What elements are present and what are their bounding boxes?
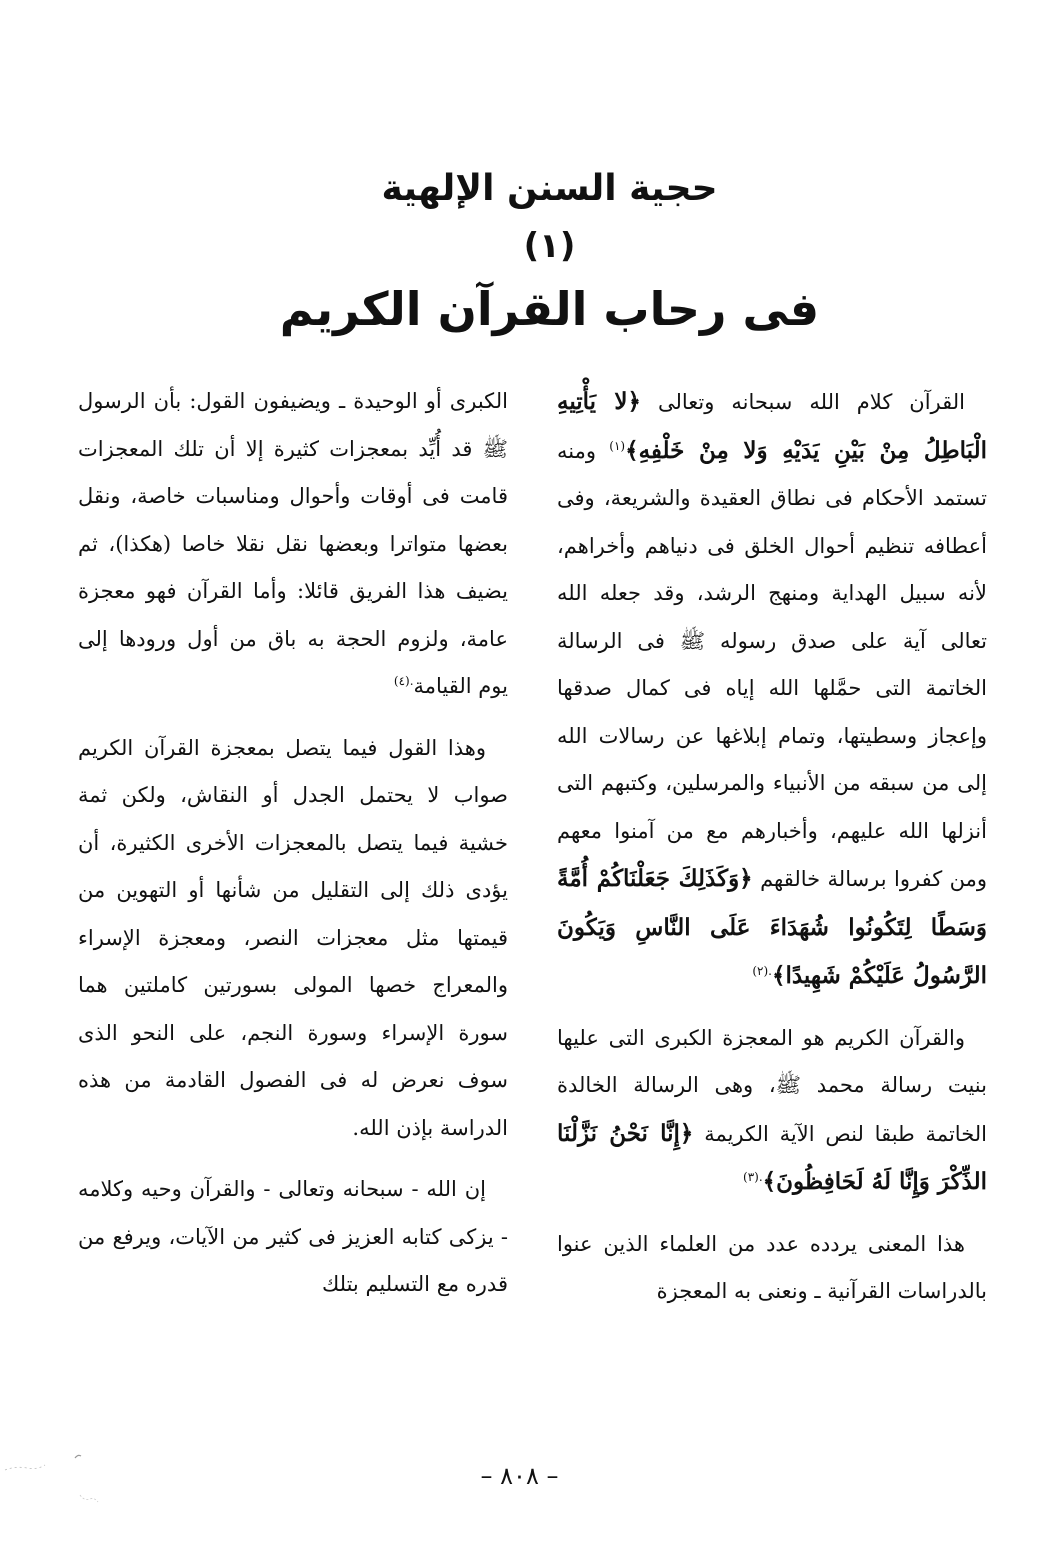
chapter-heading — [0, 160, 1039, 344]
left-text-column — [78, 378, 508, 1323]
paragraph-scholars: هذا المعنى يردده عدد من العلماء الذين عنوا بالدراسات القرآنية ـ ونعنى به المعجزة — [557, 1231, 987, 1303]
quran-verse: ﴿إِنَّا نَحْنُ نَزَّلْنَا الذِّكْرَ وَإِنَّا لَهُ لَحَافِظُونَ﴾ — [557, 1119, 987, 1195]
paragraph-quran-word — [557, 378, 987, 1001]
chapter-title: حجية السنن الإلهية — [381, 168, 718, 209]
paragraph-text: الكبرى أو الوحيدة ـ ويضيفون القول: بأن الرسول ﷺ قد أُيِّد بمعجزات كثيرة إلا أن تلك المعجزات قامت فى أوقات وأحوال ومناسبات خاصة، ونقل بعضها متواترا وبعضها نقل نقلا خاصا (هكذا)، ثم يضيف هذا الفريق قائلا: وأما القرآن فهو معجزة عامة، ولزوم الحجة به باق من أول ورودها إلى يوم القيامة — [78, 389, 508, 698]
scan-artifact-marks — [0, 1440, 110, 1520]
quran-verse: ﴿لا يَأْتِيهِ الْبَاطِلُ مِنْ بَيْنِ يَدَيْهِ وَلا مِنْ خَلْفِهِ﴾ — [557, 388, 987, 464]
paragraph-continuation — [78, 378, 508, 711]
footnote-marker: .(٤) — [393, 674, 414, 688]
paragraph-text: ومنه تستمد الأحكام فى نطاق العقيدة والشريعة، وفى أعطافه تنظيم أحوال الخلق فى دنياهم وأخراهم، لأنه سبيل الهداية ومنهج الرشد، وقد جعله الله تعالى آية على صدق رسوله ﷺ فى الرسالة الخاتمة التى حمَّلها الله إياه فى كمال صدقها وإعجاز وسطيتها، وتمام إبلاغها عن رسالات الله إلى من سبقه من الأنبياء والمرسلين، وكتبهم التى أنزلها الله عليهم، وأخبارهم مع من آمنوا معهم ومن كفروا برسالة خالقهم — [557, 438, 987, 891]
paragraph-god-praises-book: إن الله - سبحانه وتعالى - والقرآن وحيه وكلامه - يزكى كتابه العزيز فى كثير من الآيات، ويرفع من قدره مع التسليم بتلك — [78, 1177, 508, 1296]
paragraph-other-miracles: وهذا القول فيما يتصل بمعجزة القرآن الكريم صواب لا يحتمل الجدل أو النقاش، ولكن ثمة خشية فيما يتصل بالمعجزات الأخرى الكثيرة، أن يؤدى ذلك إلى التقليل من شأنها أو التهوين من قيمتها مثل معجزات النصر، ومعجزة الإسراء والمعراج خصها المولى بسورتين كاملتين هما سورة الإسراء وسورة النجم، على النحو الذى سوف نعرض له فى الفصول القادمة من هذه الدراسة بإذن الله. — [78, 735, 508, 1140]
right-text-column — [557, 378, 987, 1330]
footnote-marker: .(٢) — [752, 964, 772, 978]
footnote-marker: .(٣) — [743, 1170, 763, 1184]
footnote-marker: (١) — [609, 438, 626, 453]
paragraph-great-miracle — [557, 1015, 987, 1207]
section-number: (١) — [523, 226, 576, 266]
quran-verse: ﴿وَكَذَلِكَ جَعَلْنَاكُمْ أُمَّةً وَسَطًا لِتَكُونُوا شُهَدَاءَ عَلَى النَّاسِ وَيَكُونَ الرَّسُولُ عَلَيْكُمْ شَهِيدًا﴾ — [557, 865, 987, 989]
paragraph-text: القرآن كلام الله سبحانه وتعالى — [641, 390, 965, 414]
page-number: – ٨٠٨ – — [480, 1462, 559, 1490]
paragraph-text: والقرآن الكريم هو المعجزة الكبرى التى عليها بنيت رسالة محمد ﷺ، وهى الرسالة الخالدة الخاتمة طبقا لنص الآية الكريمة — [557, 1025, 987, 1146]
section-title: فى رحاب القرآن الكريم — [279, 282, 820, 336]
